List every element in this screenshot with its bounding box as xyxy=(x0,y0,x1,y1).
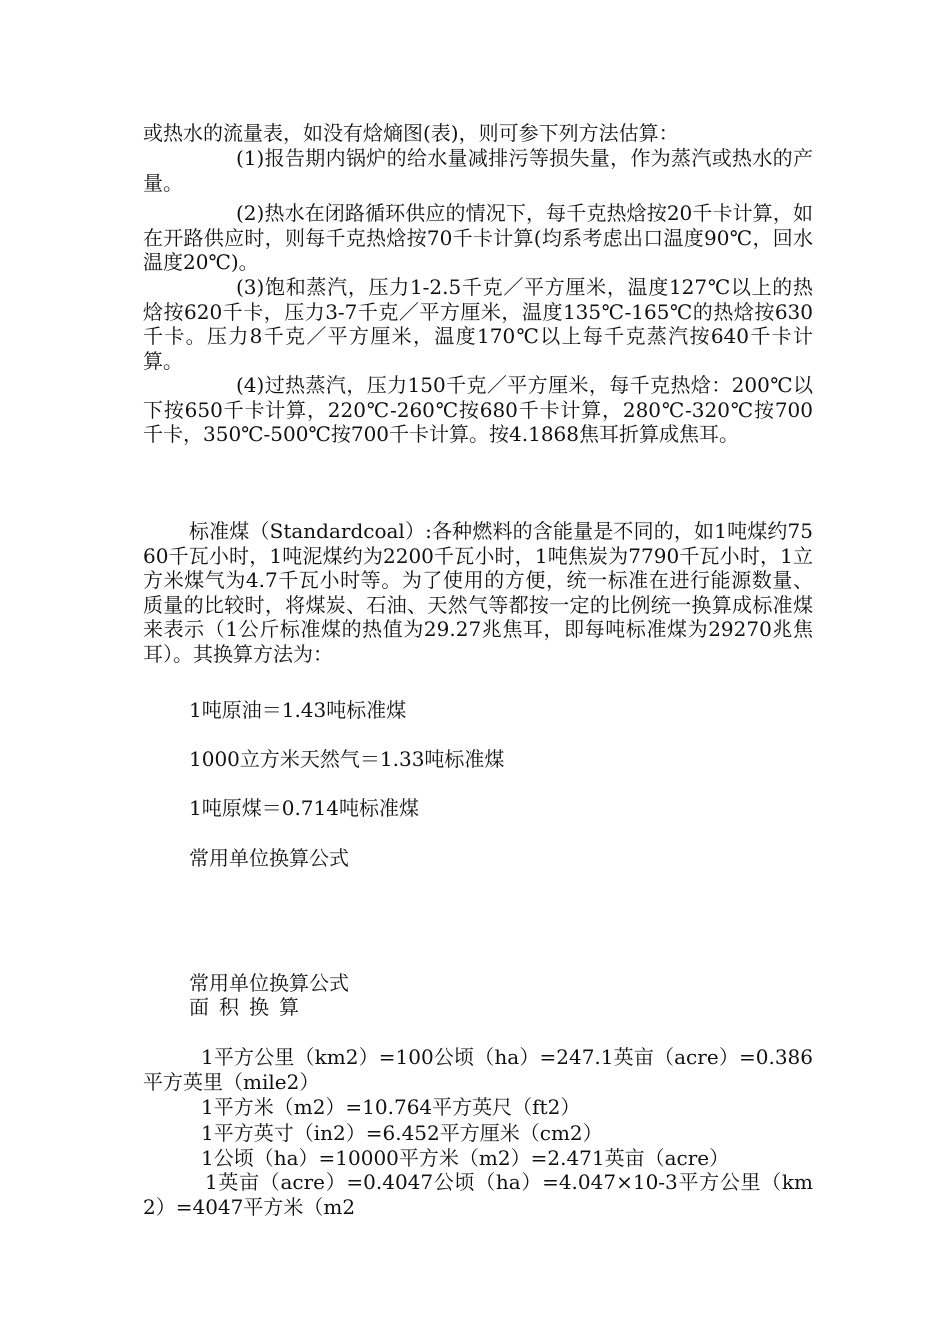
area-line-1: 1平方公里（km2）=100公顷（ha）=247.1英亩（acre）=0.386平方英里（mile2） xyxy=(143,1045,813,1094)
equation-natural-gas: 1000立方米天然气＝1.33吨标准煤 xyxy=(189,747,505,771)
section-heading-1: 常用单位换算公式 xyxy=(189,846,349,870)
section-heading-2: 常用单位换算公式 xyxy=(189,971,349,995)
area-line-3: 1平方英寸（in2）=6.452平方厘米（cm2） xyxy=(201,1121,603,1145)
area-conversion-heading: 面积换算 xyxy=(189,995,309,1019)
area-line-2: 1平方米（m2）=10.764平方英尺（ft2） xyxy=(201,1095,581,1119)
intro-paragraph: 或热水的流量表，如没有焓熵图(表)，则可参下列方法估算： xyxy=(143,121,679,145)
standard-coal-paragraph: 标准煤（Standardcoal）:各种燃料的含能量是不同的，如1吨煤约7560千瓦小时，1吨泥煤约为2200千瓦小时，1吨焦炭为7790千瓦小时，1立方米煤气为4.7千瓦小时等。为了使用的方便，统一标准在进行能源数量、质量的比较时，将煤炭、石油、天然气等都按一定的比例统一换算成标准煤来表示（1公斤标准煤的热值为29.27兆焦耳，即每吨标准煤为29270兆焦耳）。其换算方法为： xyxy=(143,519,813,666)
method-item-2: (2)热水在闭路循环供应的情况下，每千克热焓按20千卡计算，如在开路供应时，则每千克热焓按70千卡计算(均系考虑出口温度90℃，回水温度20℃)。 xyxy=(143,201,813,274)
area-line-4: 1公顷（ha）=10000平方米（m2）=2.471英亩（acre） xyxy=(201,1146,730,1170)
method-item-1: (1)报告期内锅炉的给水量减排污等损失量，作为蒸汽或热水的产量。 xyxy=(143,146,813,195)
area-line-5: 1英亩（acre）=0.4047公顷（ha）=4.047×10-3平方公里（km2）=4047平方米（m2 xyxy=(143,1170,813,1219)
equation-crude-oil: 1吨原油＝1.43吨标准煤 xyxy=(189,698,407,722)
equation-raw-coal: 1吨原煤＝0.714吨标准煤 xyxy=(189,796,419,820)
method-item-4: (4)过热蒸汽，压力150千克／平方厘米，每千克热焓：200℃以下按650千卡计算，220℃-260℃按680千卡计算，280℃-320℃按700千卡，350℃-500℃按700千卡计算。按4.1868焦耳折算成焦耳。 xyxy=(143,373,813,446)
method-item-3: (3)饱和蒸汽，压力1-2.5千克／平方厘米，温度127℃以上的热焓按620千卡，压力3-7千克／平方厘米，温度135℃-165℃的热焓按630千卡。压力8千克／平方厘米，温度170℃以上每千克蒸汽按640千卡计算。 xyxy=(143,275,813,373)
